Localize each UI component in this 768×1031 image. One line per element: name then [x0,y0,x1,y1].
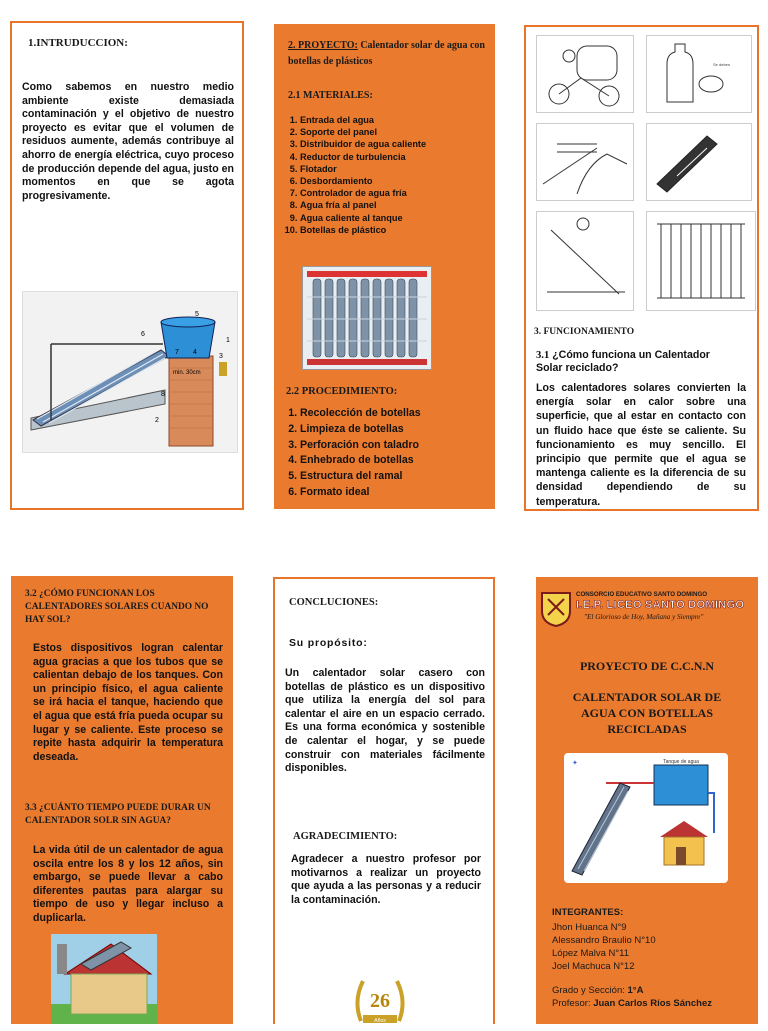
badge-number: 26 [370,990,390,1012]
badge-sub: Años [374,1018,386,1024]
sketch-bottle-image [646,35,752,113]
list-item: 10. Botellas de plástico [300,224,500,236]
thanks-body: Agradecer a nuestro profesor por motivarnos a realizar un proyecto que ayuda a las personas y a reducir la contaminación. [291,853,481,906]
procedure-title: 2.2 PROCEDIMIENTO: [286,386,398,397]
sketch-tube-image [536,211,634,311]
procedure-list [274,406,510,501]
anniversary-badge [351,971,409,1026]
school-motto: "El Glorioso de Hoy, Mañana y Siempre" [584,613,704,621]
intro-title: 1.INTRUDUCCION: [28,37,128,49]
sketch-drill-image [536,123,634,201]
sketch-cut-bottle-image [646,123,752,201]
members-list [552,921,656,973]
bottle-panel-image [302,266,432,370]
diagram-label: 6 [141,331,145,338]
grade-line [552,985,643,996]
no-sun-body: Estos dispositivos logran calentar agua gracias a que los tubos que se calientan debajo de los tanques. Con un principio físico, el agua caliente se irá hacia el tanque, haciendo que el agua que está fría pueda ocupar su lugar y se caliente. Este proceso se repite hasta adquirir la temperatura deseada. [33,642,223,763]
diagram-label: 4 [193,349,197,356]
project-title-prefix: 2. PROYECTO: [288,40,358,51]
panel-functioning [524,25,759,511]
thanks-title: AGRADECIMIENTO: [293,831,398,842]
duration-title: 3.3 ¿CUÁNTO TIEMPO PUEDE DURAR UN CALENTADOR SOLR SIN AGUA? [25,803,211,826]
sketch-bike-image [536,35,634,113]
panel-introduction [10,21,244,510]
list-item: 1. Recolección de botellas [300,406,510,422]
project-title-rest: Calentador solar de agua con botellas de plásticos [288,40,485,67]
list-item: López Malva N°11 [552,948,630,959]
question-number: 3.1 [536,350,550,361]
list-item: 8. Agua fría al panel [300,199,500,211]
diagram-label: 2 [155,417,159,424]
school-line1: CONSORCIO EDUCATIVO SANTO DOMINGO [576,591,708,598]
members-title: INTEGRANTES: [552,907,624,918]
conclusions-title: CONCLUCIONES: [289,597,379,608]
list-item: 6. Desbordamiento [300,175,500,187]
teacher-line [552,998,752,1010]
solar-heater-diagram [22,291,238,453]
question-text: ¿Cómo funciona un Calentador Solar reciclado? [536,349,710,374]
tank-label: Tanque de agua [663,759,699,765]
list-item: 5. Estructura del ramal [300,469,510,485]
grade-value: 1°A [627,985,644,996]
purpose-label: Su propósito: [289,637,368,649]
list-item: 9. Agua caliente al tanque [300,212,500,224]
diagram-label: 7 [175,349,179,356]
school-line2: I.E.P. LICEO SANTO DOMINGO [576,599,745,611]
list-item: 4. Reductor de turbulencia [300,151,500,163]
panel-conclusions [273,577,495,1024]
materials-title: 2.1 MATERIALES: [288,90,373,101]
diagram-label: 3 [219,353,223,360]
svg-text:Se deben: Se deben [713,62,731,67]
no-sun-title: 3.2 ¿CÓMO FUNCIONAN LOS CALENTADORES SOLARES CUANDO NO HAY SOL? [25,589,209,625]
list-item: 2. Limpieza de botellas [300,422,510,438]
list-item: 6. Formato ideal [300,485,510,501]
panel-cover [536,577,758,1024]
list-item: 5. Flotador [300,163,500,175]
sketch-grid-image [646,211,756,311]
diagram-label: 1 [226,337,230,344]
panel-no-sun [11,576,233,1024]
house-heater-image [51,934,157,1024]
list-item: 1. Entrada del agua [300,114,500,126]
diagram-label: 5 [195,311,199,318]
materials-list [274,114,500,236]
teacher-value: Juan Carlos Ríos Sánchez [593,998,712,1009]
intro-body: Como sabemos en nuestro medio ambiente existe demasiada contaminación y el objetivo de nuestro proyecto es evitar que el volumen de residuos aumente, además contribuye al ahorro de energía eléctrica, cuyo proceso de producción depende del agua, justo en momentos en que se agota progresivamente. [22,81,234,202]
project-label: PROYECTO DE C.C.N.N [579,659,715,673]
list-item: Alessandro Braulio N°10 [552,935,656,946]
functioning-title: 3. FUNCIONAMIENTO [534,327,635,337]
purpose-body: Un calentador solar casero con botellas de plástico es un dispositivo que utiliza la energía del sol para calentar el aire en un espacio cerrado. Es una forma económica y sostenible de calentar el hogar, y se puede construir con materiales fácilmente disponibles. [285,667,485,775]
school-logo [540,591,572,627]
panel-project [274,24,495,509]
functioning-body: Los calentadores solares convierten la energía solar en calor sobre una superficie, que al estar en contacto con un fluido hace que éste se caliente. Su funcionamiento es muy sencillo. El principio que permite que el agua se mantenga caliente es la diferencia de su densidad dependiendo de su temperatura. [536,382,746,508]
list-item: 2. Soporte del panel [300,126,500,138]
list-item: Joel Machuca N°12 [552,961,635,972]
list-item: 3. Distribuidor de agua caliente [300,138,500,150]
project-title [288,38,486,70]
diagram-label: min. 30cm [173,370,201,376]
teacher-label: Profesor: [552,998,591,1009]
cover-title: CALENTADOR SOLAR DE AGUA CON BOTELLAS RECICLADAS [572,690,722,736]
list-item: Jhon Huanca N°9 [552,922,627,933]
compass-icon: ✦ [572,760,578,767]
functioning-question [536,349,736,375]
list-item: 3. Perforación con taladro [300,438,510,454]
list-item: 7. Controlador de agua fría [300,187,500,199]
diagram-label: 8 [161,391,165,398]
duration-body: La vida útil de un calentador de agua oscila entre los 8 y los 12 años, sin embargo, se puede llevar a cabo diferentes pautas para alargar su tiempo de uso y llegar incluso a duplicarla. [33,844,223,924]
cover-heater-image [564,753,728,883]
list-item: 4. Enhebrado de botellas [300,453,510,469]
grade-label: Grado y Sección: [552,985,625,996]
